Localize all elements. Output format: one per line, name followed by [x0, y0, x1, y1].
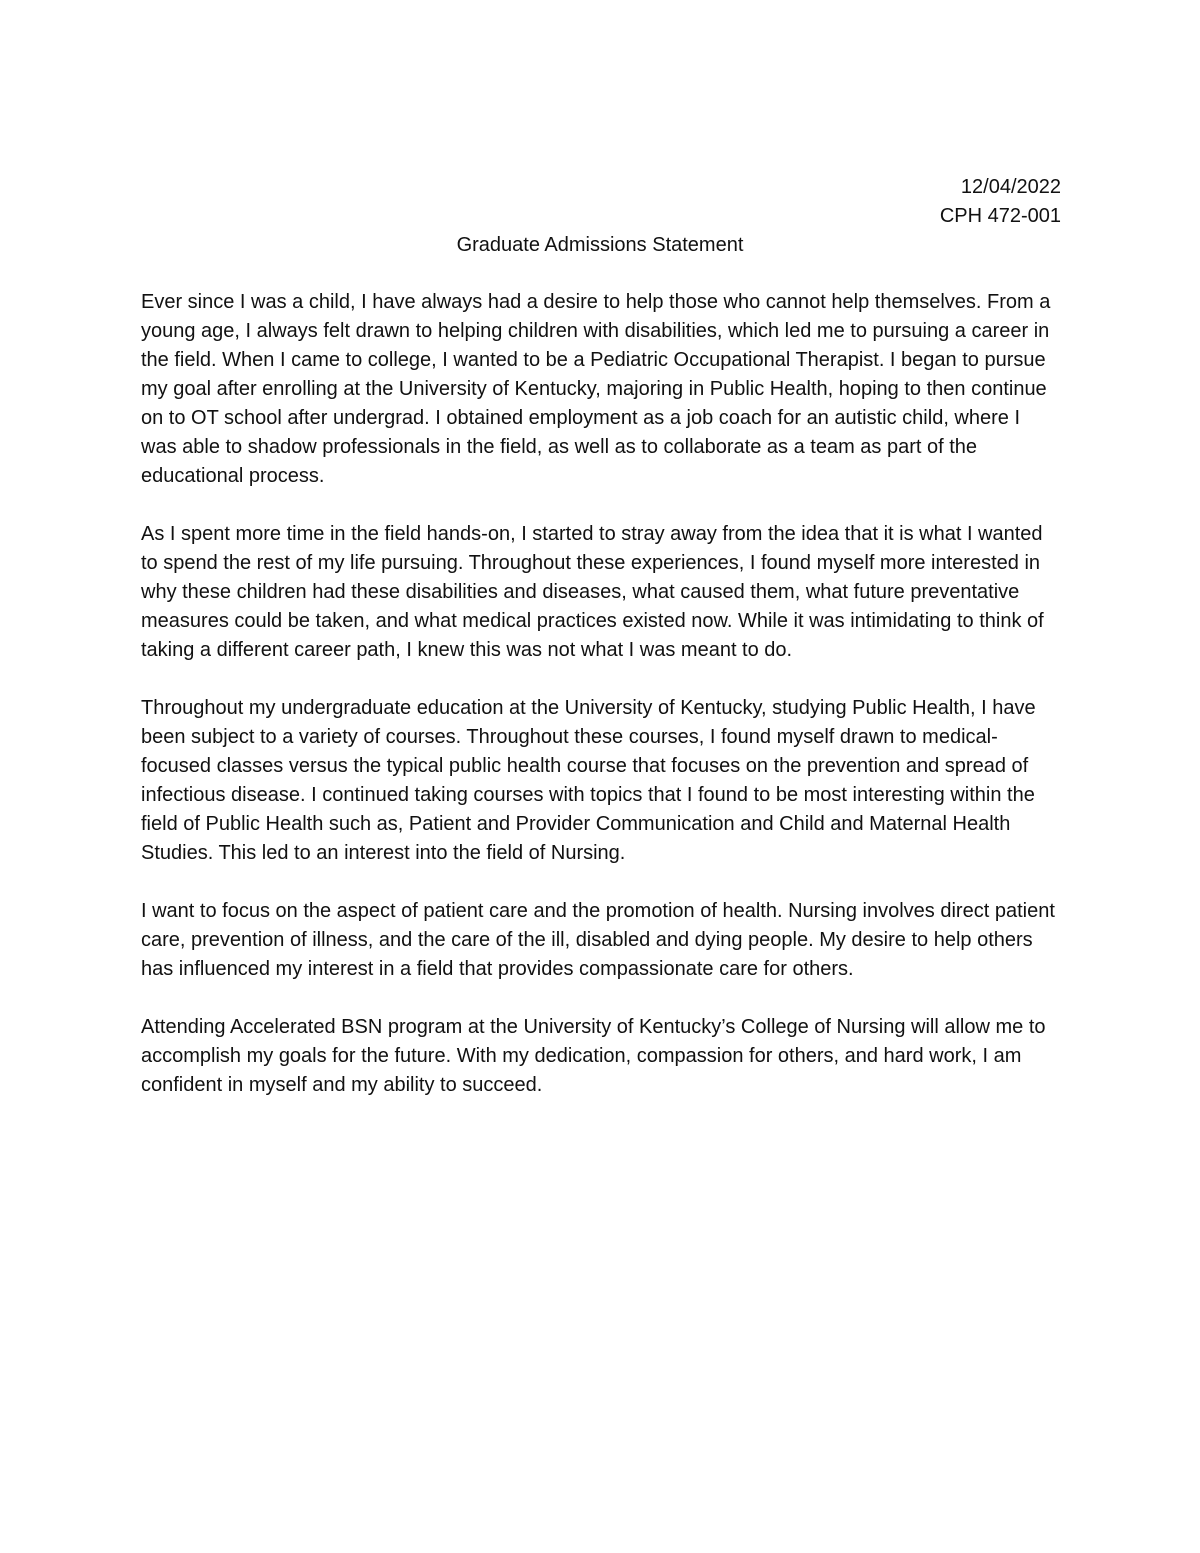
paragraph: Ever since I was a child, I have always had a desire to help those who cannot help themselves. From a young age, I always felt drawn to helping children with disabilities, which led me to pursuing a career in the field. When I came to college, I wanted to be a Pediatric Occupational Therapist. I began to pursue my goal after enrolling at the University of Kentucky, majoring in Public Health, hoping to then continue on to OT school after undergrad. I obtained employment as a job coach for an autistic child, where I was able to shadow professionals in the field, as well as to collaborate as a team as part of the educational process.	[141, 291, 1051, 487]
paragraph: I want to focus on the aspect of patient care and the promotion of health. Nursing involves direct patient care, prevention of illness, and the care of the ill, disabled and dying people. My desire to help others has influenced my interest in a field that provides compassionate care for others.	[141, 900, 1055, 980]
course-code: CPH 472-001	[939, 205, 1061, 227]
paragraph: As I spent more time in the field hands-on, I started to stray away from the idea that it is what I wanted to spend the rest of my life pursuing. Throughout these experiences, I found myself more interested in why these children had these disabilities and diseases, what caused them, what future preventative measures could be taken, and what medical practices existed now. While it was intimidating to think of taking a different career path, I knew this was not what I was meant to do.	[141, 523, 1044, 661]
date: 12/04/2022	[960, 176, 1061, 198]
header-block	[940, 173, 1061, 231]
paragraph: Attending Accelerated BSN program at the University of Kentucky’s College of Nursing will allow me to accomplish my goals for the future. With my dedication, compassion for others, and hard work, I am confident in myself and my ability to succeed.	[141, 1016, 1046, 1096]
document-title: Graduate Admissions Statement	[456, 234, 744, 256]
paragraph: Throughout my undergraduate education at the University of Kentucky, studying Public Health, I have been subject to a variety of courses. Throughout these courses, I found myself drawn to medical-focused classes versus the typical public health course that focuses on the prevention and spread of infectious disease. I continued taking courses with topics that I found to be most interesting within the field of Public Health such as, Patient and Provider Communication and Child and Maternal Health Studies. This led to an interest into the field of Nursing.	[141, 697, 1036, 864]
statement-body	[141, 288, 1061, 1129]
